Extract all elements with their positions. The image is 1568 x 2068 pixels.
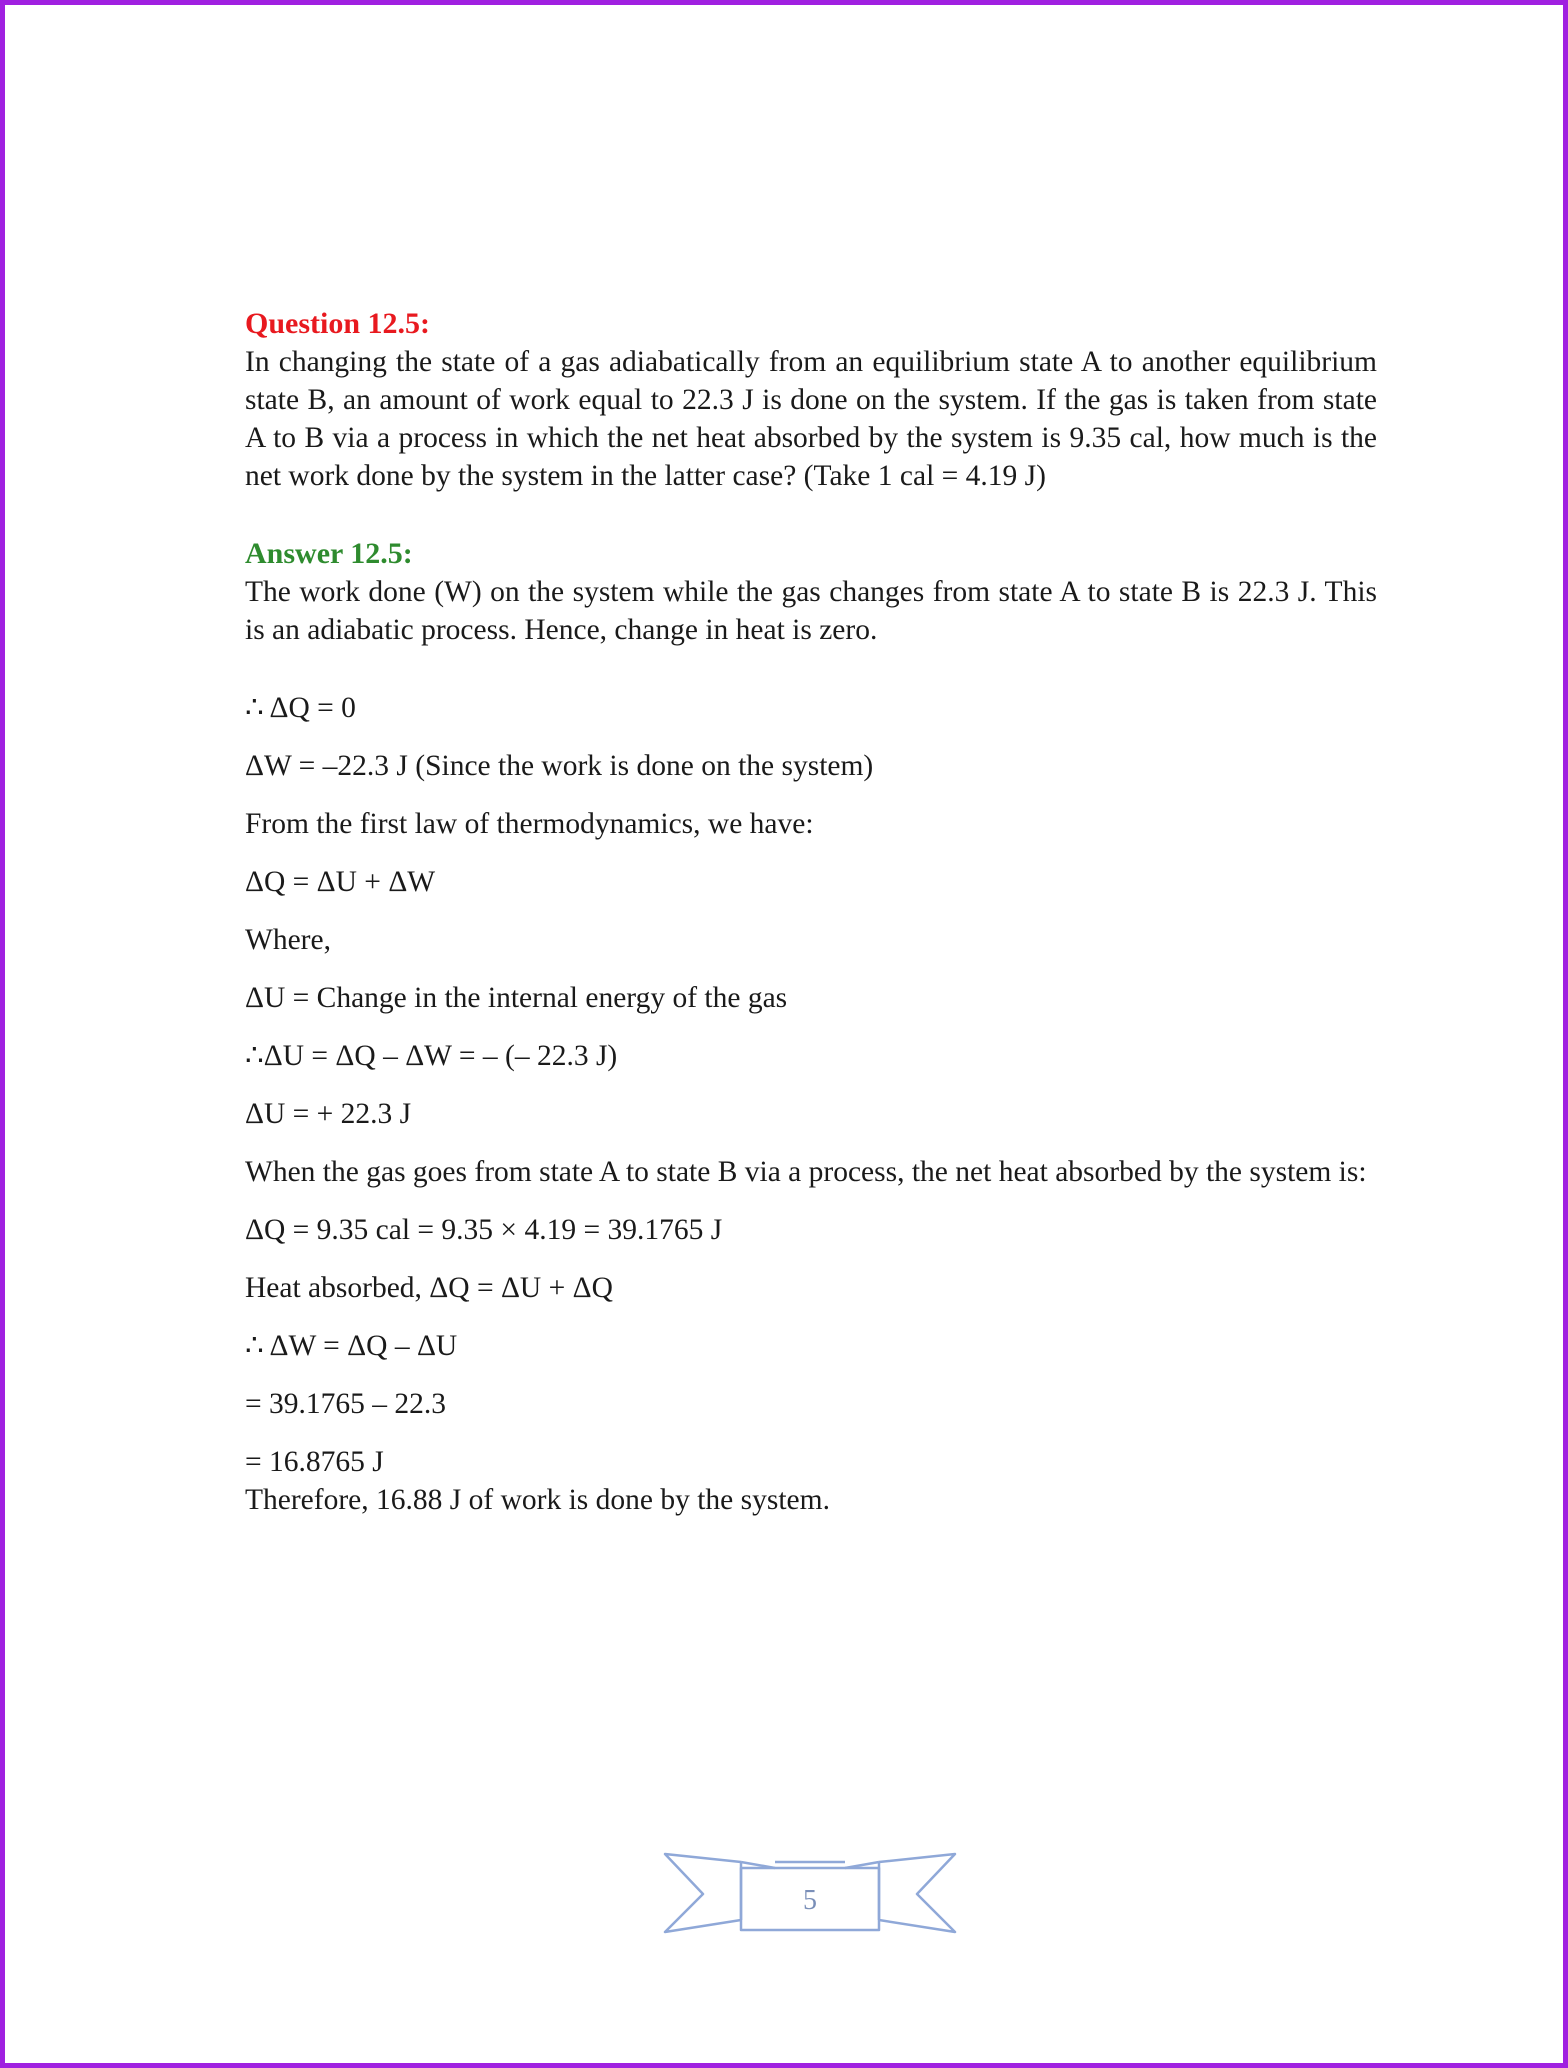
equation-delta-q-zero: ∴ ΔQ = 0 xyxy=(245,692,356,724)
question-text: In changing the state of a gas adiabatically from an equilibrium state A to another equilibrium state B, an amount of work equal to 22.3 J is done on the system. If the gas is taken from state A to B via a process in which the net heat absorbed by the system is 9.35 cal, how much is the net work done by the system in the latter case? (Take 1 cal = 4.19 J) xyxy=(245,346,1377,492)
spacer xyxy=(245,1191,1377,1211)
answer-intro: The work done (W) on the system while the gas changes from state A to state B is 22.3 J. This is an adiabatic process. Hence, change in heat is zero. xyxy=(245,576,1377,646)
equation-work-formula: ∴ ΔW = ΔQ – ΔU xyxy=(245,1330,458,1362)
equation-delta-u-result: ΔU = + 22.3 J xyxy=(245,1098,412,1130)
equation-heat-absorbed: ΔQ = 9.35 cal = 9.35 × 4.19 = 39.1765 J xyxy=(245,1214,723,1246)
question-heading: Question 12.5: xyxy=(245,307,431,340)
equation-first-law: ΔQ = ΔU + ΔW xyxy=(245,866,436,898)
equation-delta-w: ΔW = –22.3 J (Since the work is done on the system) xyxy=(245,750,874,782)
equation-heat-relation: Heat absorbed, ΔQ = ΔU + ΔQ xyxy=(245,1272,613,1304)
page-content xyxy=(245,305,1377,1519)
where-label: Where, xyxy=(245,924,331,956)
page-number: 5 xyxy=(803,1885,817,1916)
spacer xyxy=(245,649,1377,689)
spacer xyxy=(245,1133,1377,1153)
process-text: When the gas goes from state A to state B via a process, the net heat absorbed by the system is: xyxy=(245,1156,1367,1188)
spacer xyxy=(245,1365,1377,1385)
spacer xyxy=(245,1017,1377,1037)
spacer xyxy=(245,901,1377,921)
first-law-intro: From the first law of thermodynamics, we have: xyxy=(245,808,814,840)
equation-work-substitution: = 39.1765 – 22.3 xyxy=(245,1388,447,1420)
equation-delta-u-definition: ΔU = Change in the internal energy of the gas xyxy=(245,982,788,1014)
spacer xyxy=(245,843,1377,863)
spacer xyxy=(245,785,1377,805)
answer-heading: Answer 12.5: xyxy=(245,537,413,570)
spacer xyxy=(245,1249,1377,1269)
equation-delta-u-derivation: ∴ΔU = ΔQ – ΔW = – (– 22.3 J) xyxy=(245,1040,618,1072)
equation-work-result: = 16.8765 J xyxy=(245,1446,384,1478)
spacer xyxy=(245,495,1377,535)
conclusion-text: Therefore, 16.88 J of work is done by the system. xyxy=(245,1484,830,1516)
spacer xyxy=(245,1075,1377,1095)
spacer xyxy=(245,1423,1377,1443)
spacer xyxy=(245,959,1377,979)
spacer xyxy=(245,1307,1377,1327)
spacer xyxy=(245,727,1377,747)
